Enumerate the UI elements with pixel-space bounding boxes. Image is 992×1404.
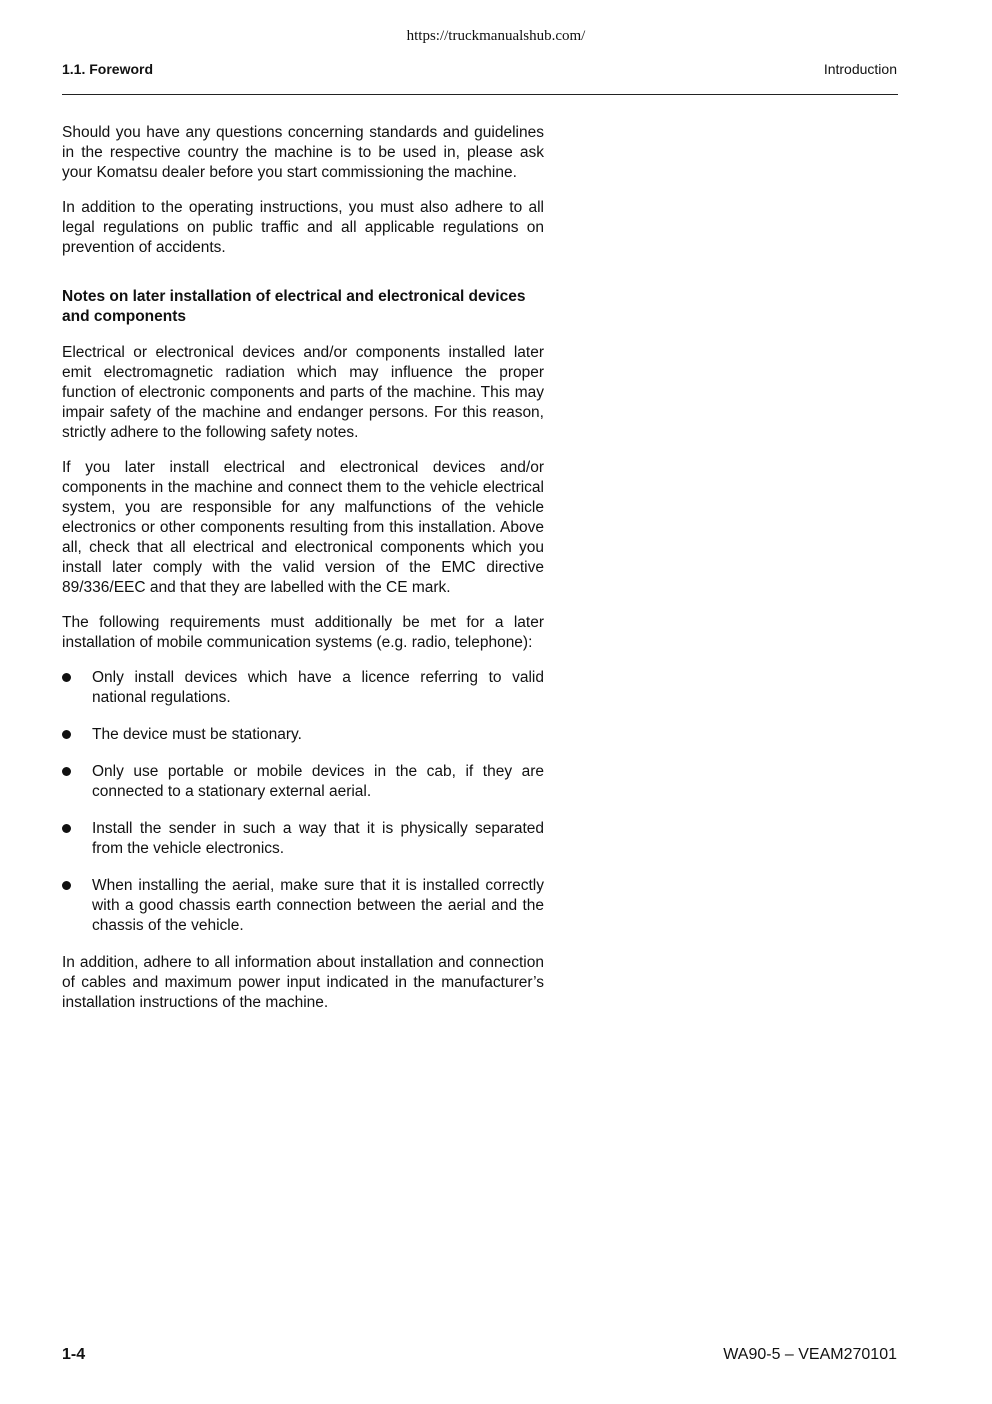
bullet-icon xyxy=(62,881,71,890)
bullet-icon xyxy=(62,673,71,682)
list-item-text: When installing the aerial, make sure that it is installed correctly with a good chassis earth connection between the aerial and the chassis of the vehicle. xyxy=(92,877,544,934)
list-item-text: The device must be stationary. xyxy=(92,726,302,743)
paragraph: If you later install electrical and electronical devices and/or components in the machine and connect them to the vehicle electrical system, you are responsible for any malfunctions of the vehicle electronics or other components resulting from this installation. Above all, check that all electrical and electronical components which you install later comply with the valid version of the EMC directive 89/336/EEC and that they are labelled with the CE mark. xyxy=(62,459,544,596)
page-body xyxy=(62,123,544,1028)
section-heading: Notes on later installation of electrical and electronical devices and components xyxy=(62,288,526,325)
page-number: 1-4 xyxy=(62,1346,86,1363)
document-code: WA90-5 – VEAM270101 xyxy=(723,1346,897,1363)
requirements-list xyxy=(62,668,544,936)
paragraph: Should you have any questions concerning standards and guidelines in the respective country the machine is to be used in, please ask your Komatsu dealer before you start commissioning the machine. xyxy=(62,124,544,181)
list-item xyxy=(62,762,544,802)
list-item xyxy=(62,668,544,708)
header-rule xyxy=(62,94,898,95)
list-item-text: Only use portable or mobile devices in the cab, if they are connected to a stationary external aerial. xyxy=(92,763,544,800)
chapter-title: Introduction xyxy=(823,61,897,77)
source-url: https://truckmanualshub.com/ xyxy=(406,28,586,44)
bullet-icon xyxy=(62,824,71,833)
section-title: 1.1. Foreword xyxy=(62,61,154,77)
paragraph: In addition, adhere to all information about installation and connection of cables and maximum power input indicated in the manufacturer’s installation instructions of the machine. xyxy=(62,954,544,1011)
list-item xyxy=(62,876,544,936)
list-item-text: Install the sender in such a way that it is physically separated from the vehicle electronics. xyxy=(92,820,544,857)
bullet-icon xyxy=(62,730,71,739)
paragraph: Electrical or electronical devices and/or components installed later emit electromagnetic radiation which may influence the proper function of electronic components and parts of the machine. This may impair safety of the machine and endanger persons. For this reason, strictly adhere to the following safety notes. xyxy=(62,344,544,441)
bullet-icon xyxy=(62,767,71,776)
list-item xyxy=(62,819,544,859)
paragraph: In addition to the operating instructions, you must also adhere to all legal regulations on public traffic and all applicable regulations on prevention of accidents. xyxy=(62,199,544,256)
list-item-text: Only install devices which have a licence referring to valid national regulations. xyxy=(92,669,544,706)
list-item xyxy=(62,725,544,745)
paragraph: The following requirements must additionally be met for a later installation of mobile communication systems (e.g. radio, telephone): xyxy=(62,614,544,651)
